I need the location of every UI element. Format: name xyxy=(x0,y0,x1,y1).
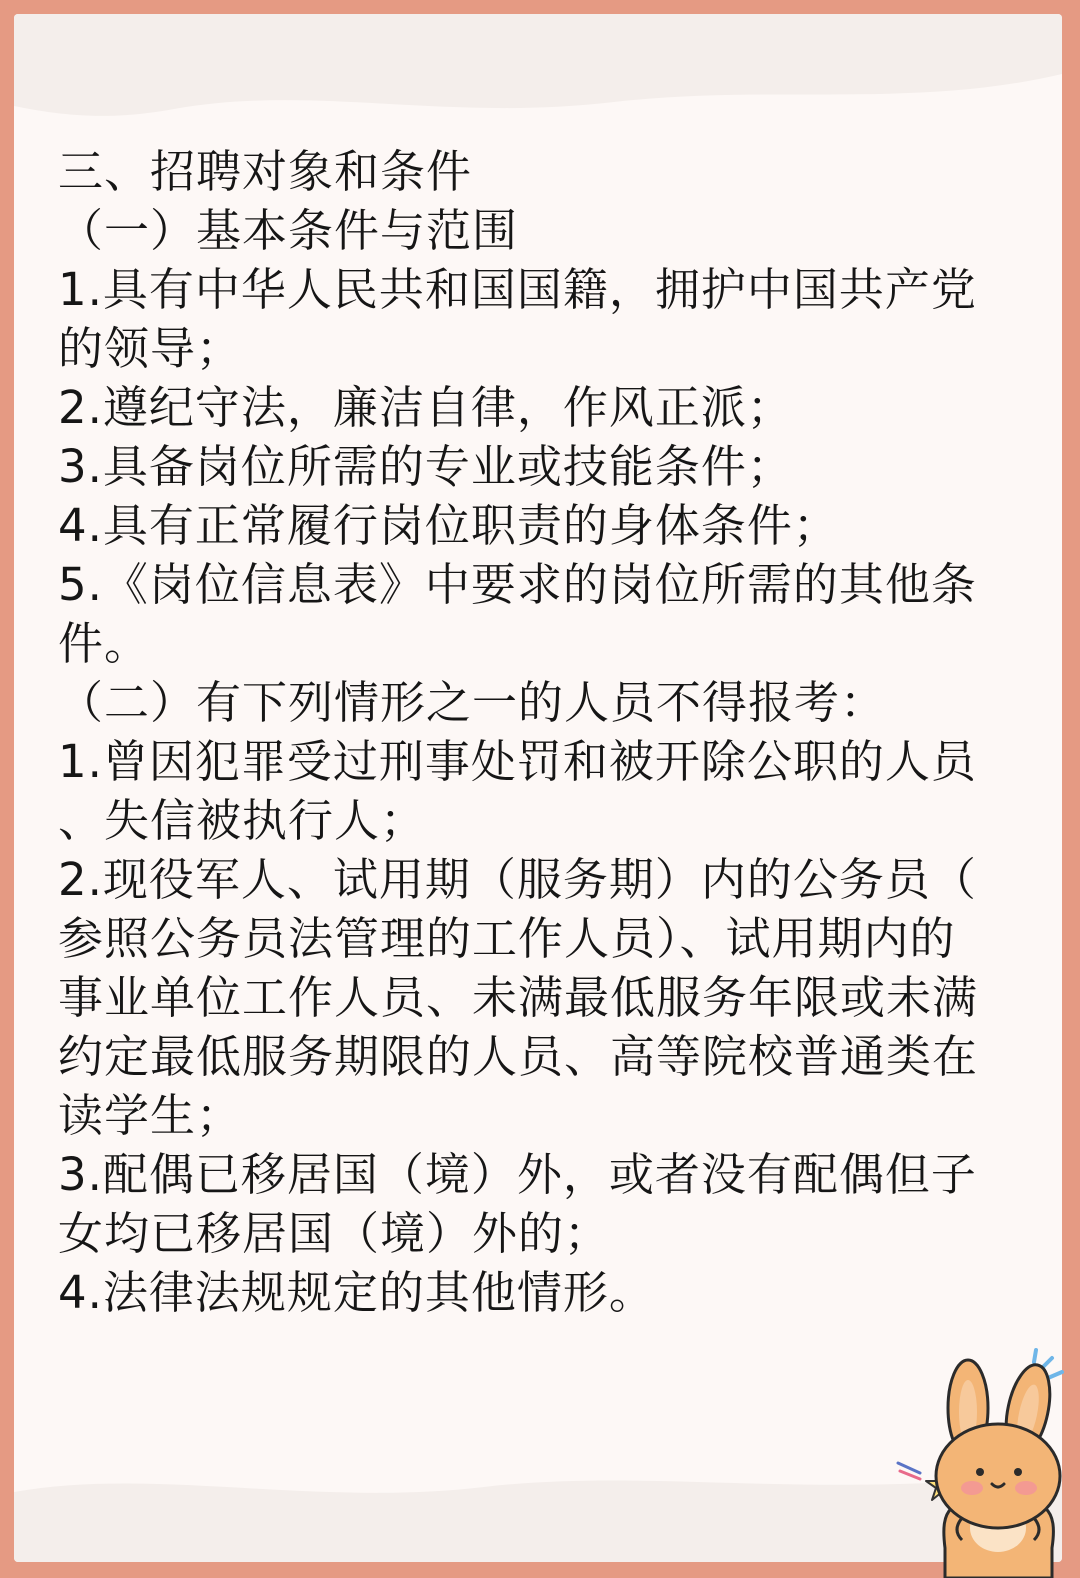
text-line: 约定最低服务期限的人员、高等院校普通类在 xyxy=(58,1030,979,1083)
text-line: 3.配偶已移居国（境）外，或者没有配偶但子 xyxy=(58,1148,977,1201)
section-heading: 三、招聘对象和条件 xyxy=(58,145,473,198)
paper-sheet xyxy=(14,14,1062,1562)
rabbit-icon xyxy=(890,1348,1080,1578)
text-line: 5.《岗位信息表》中要求的岗位所需的其他条 xyxy=(58,558,977,611)
text-line: 女均已移居国（境）外的； xyxy=(58,1207,611,1260)
subsection-heading: （一）基本条件与范围 xyxy=(58,204,519,257)
text-line: 事业单位工作人员、未满最低服务年限或未满 xyxy=(58,971,979,1024)
text-line: 2.遵纪守法，廉洁自律，作风正派； xyxy=(58,381,793,434)
text-line: 1.具有中华人民共和国国籍，拥护中国共产党 xyxy=(58,263,977,316)
text-line: 、失信被执行人； xyxy=(58,794,427,847)
text-line: 3.具备岗位所需的专业或技能条件； xyxy=(58,440,793,493)
text-line: 4.具有正常履行岗位职责的身体条件； xyxy=(58,499,839,552)
text-line: 读学生； xyxy=(58,1089,243,1142)
text-line: 4.法律法规规定的其他情形。 xyxy=(58,1266,655,1319)
subsection-heading: （二）有下列情形之一的人员不得报考： xyxy=(58,676,887,729)
text-line: 的领导； xyxy=(58,322,243,375)
text-line: 参照公务员法管理的工作人员）、试用期内的 xyxy=(58,912,956,965)
top-wave-decoration xyxy=(14,14,1062,154)
text-line: 1.曾因犯罪受过刑事处罚和被开除公职的人员 xyxy=(58,735,977,788)
text-line: 件。 xyxy=(58,617,151,670)
document-body xyxy=(58,142,1038,1322)
text-line: 2.现役军人、试用期（服务期）内的公务员（ xyxy=(58,853,977,906)
